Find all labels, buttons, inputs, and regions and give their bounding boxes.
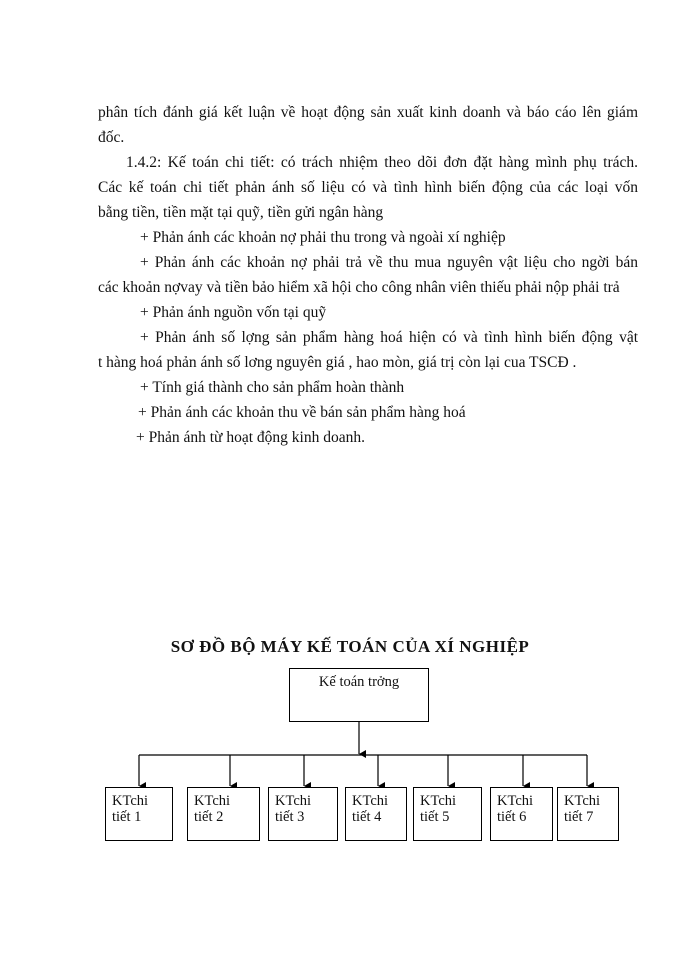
section-line-2: Các kế toán chi tiết phản ánh số liệu có và tình hình biến động của các loại vốn: [98, 179, 638, 196]
bullet-sales: + Phản ánh các khoản thu về bán sản phẩm hàng hoá: [138, 404, 466, 421]
chief-accountant-label: Kế toán trởng: [318, 674, 400, 690]
bullet-receivables: + Phản ánh các khoản nợ phải thu trong và ngoài xí nghiệp: [140, 229, 506, 246]
detail-accountant-box-4: [345, 787, 407, 841]
detail-box-1-line-2: tiết 1: [112, 809, 142, 825]
bullet-business: + Phản ánh từ hoạt động kinh doanh.: [136, 429, 365, 446]
detail-accountant-box-3: [268, 787, 338, 841]
detail-box-5-line-2: tiết 5: [420, 809, 450, 825]
bullet-inventory-line-1: + Phản ánh số lợng sản phẩm hàng hoá hiện có và tình hình biến động vật: [140, 329, 638, 346]
bullet-capital: + Phản ánh nguồn vốn tại quỹ: [140, 304, 327, 321]
detail-box-2-line-1: KTchi: [194, 793, 231, 809]
detail-box-7-line-1: KTchi: [564, 793, 601, 809]
detail-box-4-line-1: KTchi: [352, 793, 389, 809]
section-line-3: bằng tiền, tiền mặt tại quỹ, tiền gửi ngân hàng: [98, 204, 384, 221]
chief-accountant-box: [289, 668, 429, 722]
detail-box-5-line-1: KTchi: [420, 793, 457, 809]
detail-box-2-line-2: tiết 2: [194, 809, 224, 825]
detail-accountant-box-5: [413, 787, 482, 841]
detail-box-4-line-2: tiết 4: [352, 809, 382, 825]
detail-box-7-line-2: tiết 7: [564, 809, 594, 825]
bullet-cost: + Tính giá thành cho sản phẩm hoàn thành: [140, 379, 405, 396]
diagram-title: SƠ ĐỒ BỘ MÁY KẾ TOÁN CỦA XÍ NGHIỆP: [170, 637, 530, 656]
paragraph-1-line-2: đốc.: [98, 129, 125, 146]
bullet-payables-line-2: các khoản nợvay và tiền bảo hiểm xã hội cho công nhân viên thiếu phải nộp phải trả: [98, 279, 620, 296]
detail-accountant-box-1: [105, 787, 173, 841]
section-heading-line: 1.4.2: Kế toán chi tiết: có trách nhiệm theo dõi đơn đặt hàng mình phụ trách.: [126, 154, 638, 171]
detail-accountant-box-2: [187, 787, 260, 841]
bullet-payables-line-1: + Phản ánh các khoản nợ phải trả về thu mua nguyên vật liệu cho ngời bán: [140, 254, 638, 271]
detail-accountant-box-6: [490, 787, 553, 841]
detail-box-6-line-1: KTchi: [497, 793, 534, 809]
detail-box-3-line-2: tiết 3: [275, 809, 305, 825]
detail-box-1-line-1: KTchi: [112, 793, 149, 809]
detail-accountant-box-7: [557, 787, 619, 841]
bullet-inventory-line-2: t hàng hoá phản ánh số lơng nguyên giá , hao mòn, giá trị còn lại cua TSCĐ .: [98, 354, 577, 371]
detail-box-3-line-1: KTchi: [275, 793, 312, 809]
detail-box-6-line-2: tiết 6: [497, 809, 527, 825]
paragraph-1-line-1: phân tích đánh giá kết luận về hoạt động sản xuất kinh doanh và báo cáo lên giám: [98, 104, 638, 121]
